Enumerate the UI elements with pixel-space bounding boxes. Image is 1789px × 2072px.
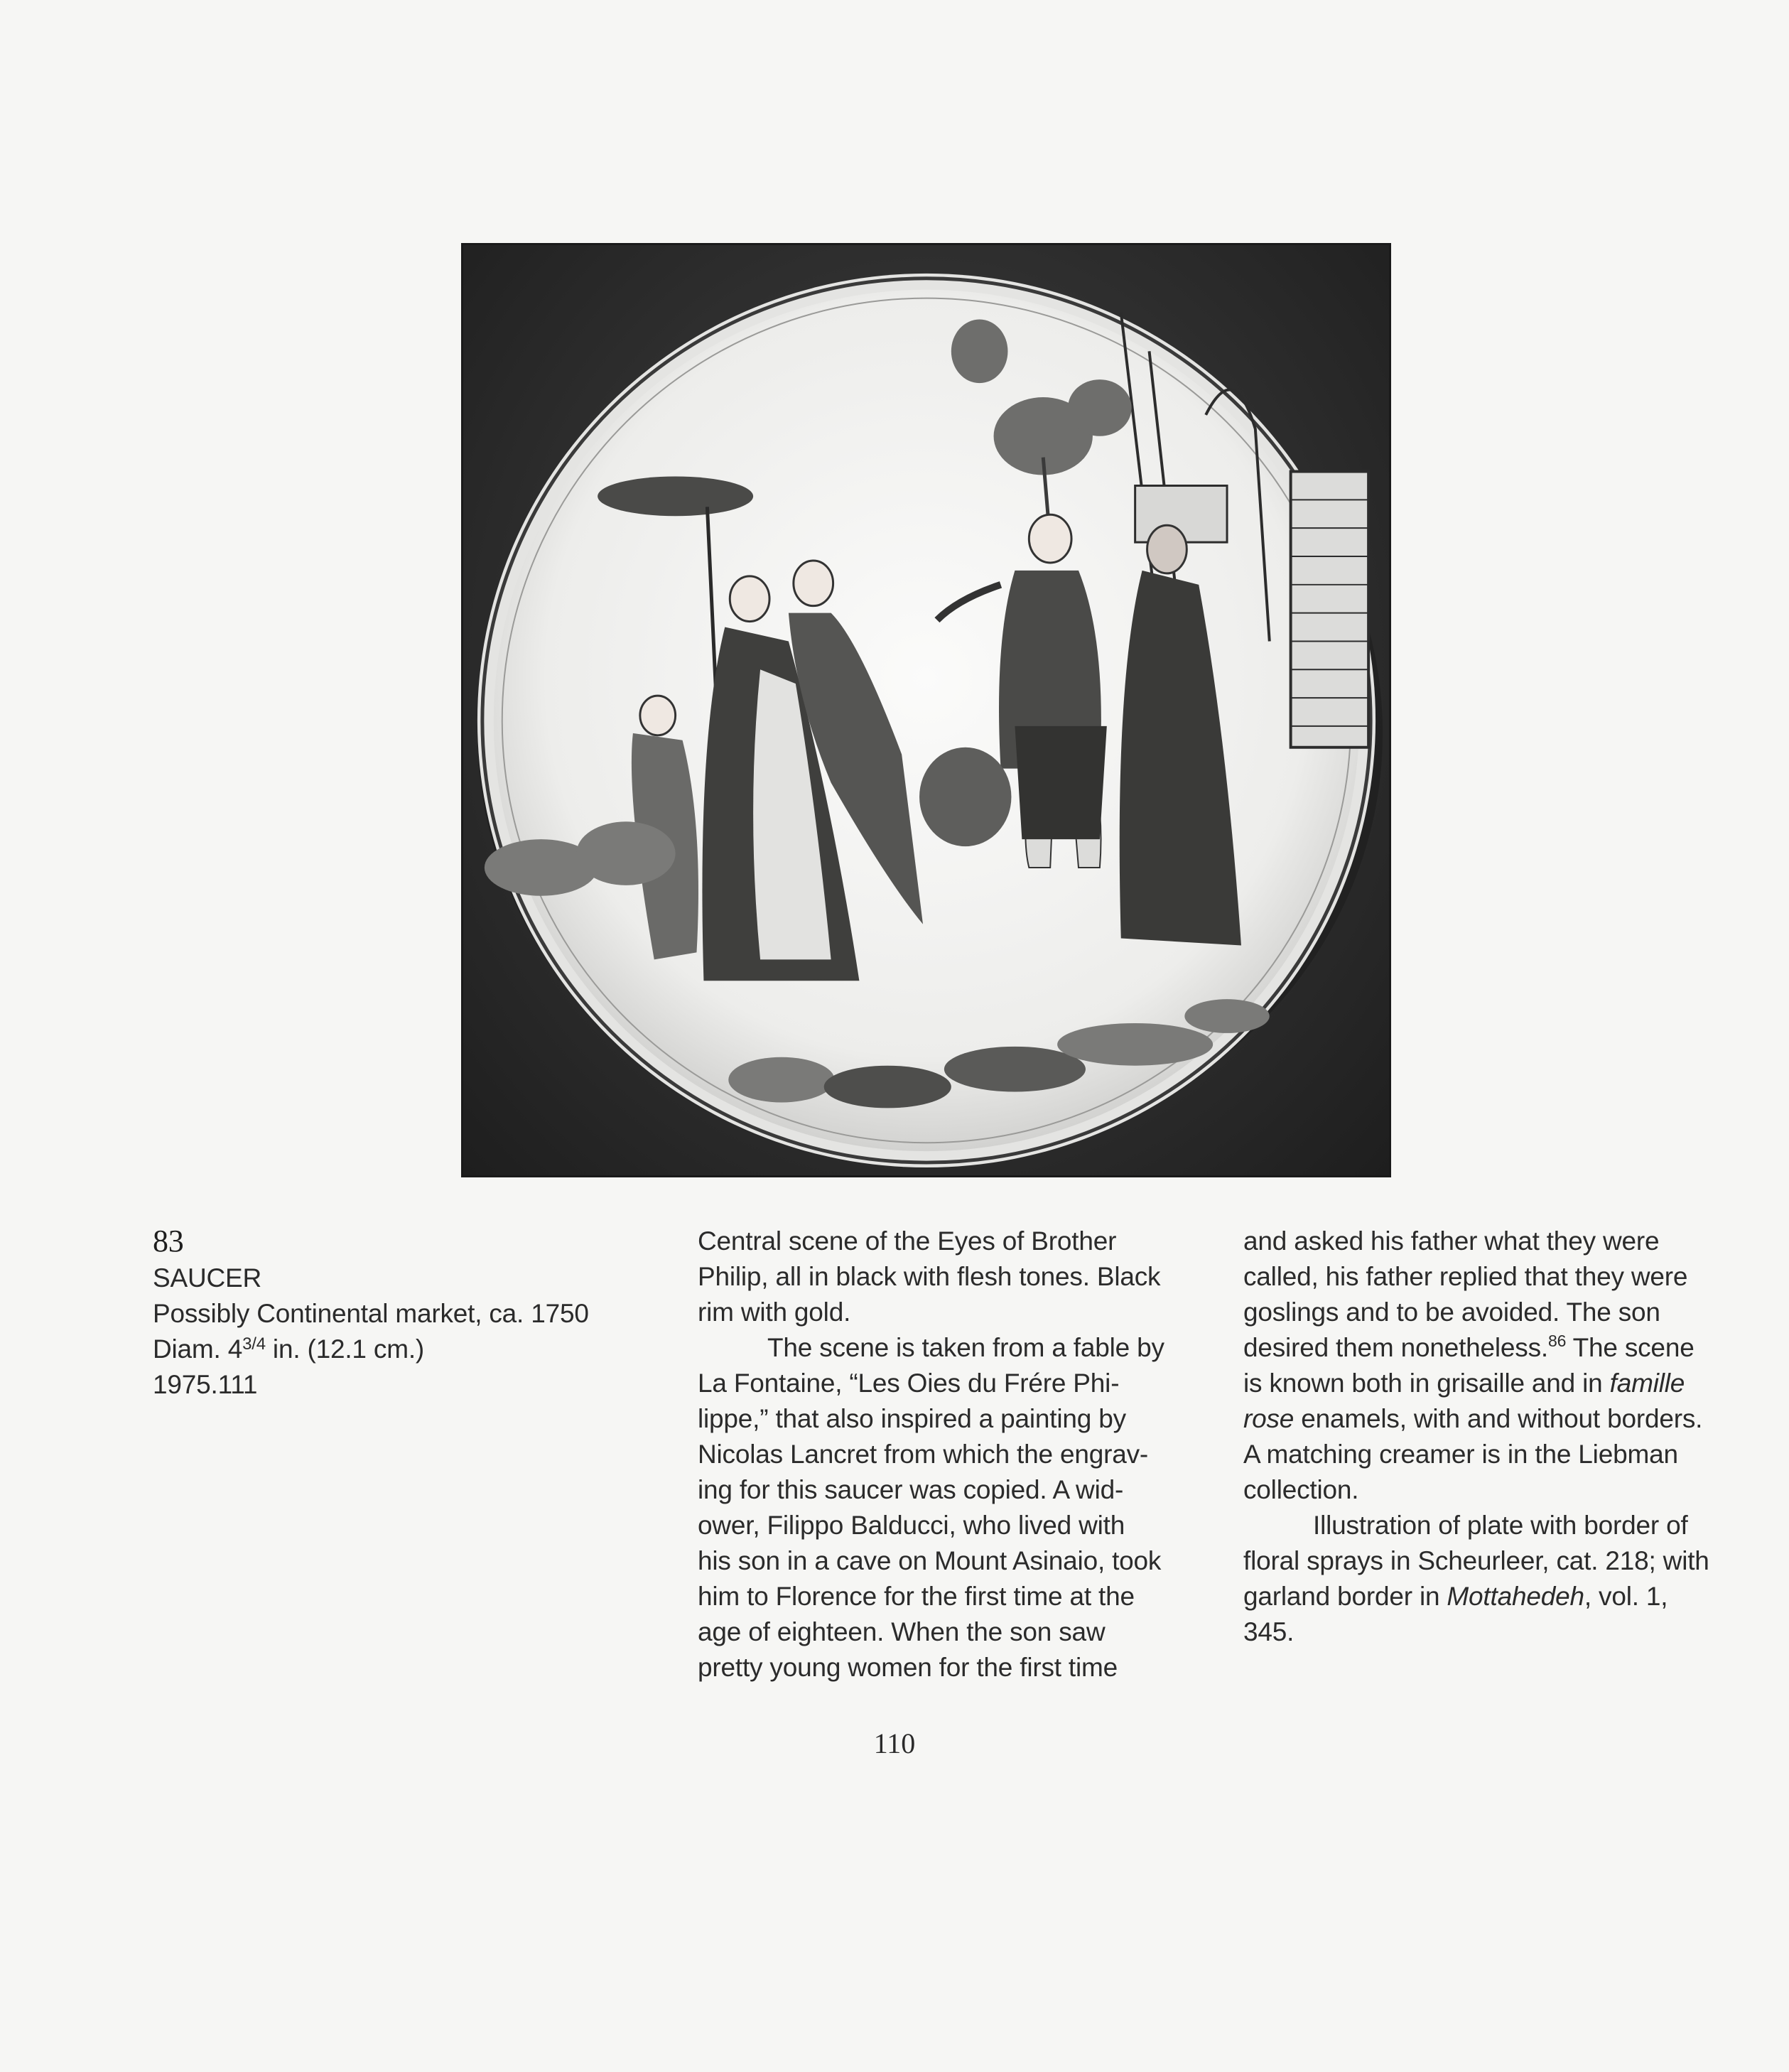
catalogue-caption [153,1222,622,1403]
text-line: Illustration of plate with border of [1313,1511,1688,1540]
text-line: his son in a cave on Mount Asinaio, took [698,1546,1162,1575]
catalogue-number: 83 [153,1224,184,1258]
description-column-2 [1243,1224,1741,1650]
footnote-marker: 86 [1548,1332,1567,1350]
description-column-1 [698,1224,1188,1685]
text-line: Philip, all in black with flesh tones. Black [698,1262,1161,1291]
text-line: ower, Filippo Balducci, who lived with [698,1511,1125,1540]
text-line: desired them nonetheless.$^{86}$ The scene [1243,1332,1695,1362]
text-line: called, his father replied that they were [1243,1262,1688,1291]
text-line: Nicolas Lancret from which the engrav- [698,1440,1149,1469]
text-line: A matching creamer is in the Liebman [1243,1440,1678,1469]
text-line: 345. [1243,1617,1295,1646]
object-dimensions: Diam. $4^{3/4}$ in. (12.1 cm.) [153,1334,425,1364]
accession-number: 1975.111 [153,1370,258,1399]
text-line: age of eighteen. When the son saw [698,1617,1106,1646]
saucer-illustration [463,245,1389,1175]
dimension-fraction: 3/4 [242,1334,266,1354]
text-line: lippe,” that also inspired a painting by [698,1404,1126,1433]
text-line: Central scene of the Eyes of Brother [698,1226,1117,1256]
text-line: goslings and to be avoided. The son [1243,1297,1660,1327]
text-line: is known both in grisaille and in famille [1243,1369,1685,1398]
italic-term: rose [1243,1404,1295,1433]
page-number: 110 [873,1727,916,1759]
text-line: ing for this saucer was copied. A wid- [698,1475,1124,1504]
text-line: rim with gold. [698,1297,851,1327]
text-line: The scene is taken from a fable by [767,1333,1164,1362]
italic-title: Mottahedeh [1447,1582,1584,1611]
saucer-photograph [461,243,1391,1177]
text-line: garland border in Mottahedeh, vol. 1, [1243,1582,1668,1611]
text-line: floral sprays in Scheurleer, cat. 218; with [1243,1546,1709,1575]
text-line: him to Florence for the first time at the [698,1582,1135,1611]
text-line: and asked his father what they were [1243,1226,1660,1256]
text-line: pretty young women for the first time [698,1653,1118,1682]
text-line: rose enamels, with and without borders. [1243,1404,1703,1433]
text-line: collection. [1243,1475,1359,1504]
text-line: La Fontaine, “Les Oies du Frére Phi- [698,1369,1120,1398]
object-origin: Possibly Continental market, ca. 1750 [153,1299,589,1328]
italic-term: famille [1609,1369,1685,1398]
object-type: SAUCER [153,1263,261,1293]
